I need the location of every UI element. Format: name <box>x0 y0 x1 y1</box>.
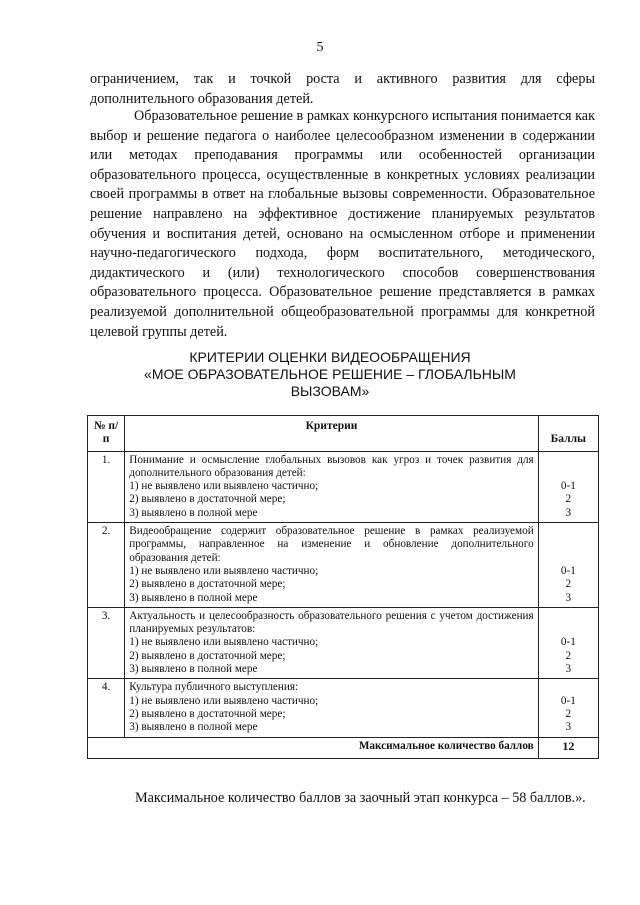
row-number: 4. <box>88 679 125 737</box>
table-header-row <box>88 416 599 452</box>
points-value: 2 <box>565 493 572 506</box>
table-row <box>88 679 599 737</box>
heading-line-3: ВЫЗОВАМ» <box>290 383 370 399</box>
criterion-cell <box>125 679 538 737</box>
paragraph-definition: Образовательное решение в рамках конкурсного испытания понимается как выбор и решение педагога о наиболее целесообразном изменении в содержании или методах преподавания программы или особенностей организации образовательного процесса, осуществленные в конкретных условиях реализации своей программы в ответ на глобальные вызовы современности. Образовательное решение направлено на эффективное достижение планируемых результатов обучения и воспитания детей, основано на осмысленном отборе и применении научно-педагогического подхода, форм воспитательного, методического, дидактического и (или) технологического способов совершенствования образовательного процесса. Образовательное решение представляется в рамках реализуемой дополнительной общеобразовательной программы для конкретной целевой группы детей. <box>90 108 595 340</box>
header-num: № п/п <box>88 416 125 452</box>
criterion-option: 3) выявлено в полной мере <box>129 721 258 734</box>
criterion-option: 1) не выявлено или выявлено частично; <box>129 636 319 649</box>
points-value: 2 <box>565 578 572 591</box>
criterion-option: 2) выявлено в достаточной мере; <box>129 493 286 506</box>
criterion-cell <box>125 607 538 678</box>
paragraph-max-score: Максимальное количество баллов за заочный этап конкурса – 58 баллов.». <box>135 790 586 806</box>
criterion-option: 3) выявлено в полной мере <box>129 663 258 676</box>
row-number: 1. <box>88 451 125 522</box>
table-total-row <box>88 737 599 758</box>
criterion-option: 1) не выявлено или выявлено частично; <box>129 480 319 493</box>
points-value: 2 <box>565 707 572 720</box>
total-value: 12 <box>538 737 598 758</box>
heading-line-2: «МОЕ ОБРАЗОВАТЕЛЬНОЕ РЕШЕНИЕ – ГЛОБАЛЬНЫМ <box>144 366 516 382</box>
page-number: 5 <box>316 40 324 55</box>
criteria-heading <box>70 349 590 400</box>
table-row <box>88 523 599 608</box>
total-label: Максимальное количество баллов <box>88 737 539 758</box>
criterion-title: Понимание и осмысление глобальных вызовов как угроз и точек развития для дополнительного образования детей: <box>129 453 534 479</box>
criterion-title: Культура публичного выступления: <box>129 681 299 694</box>
criterion-cell <box>125 451 538 522</box>
header-criteria: Критерии <box>125 416 538 452</box>
criterion-cell <box>125 523 538 608</box>
points-value: 0-1 <box>560 636 576 649</box>
row-number: 3. <box>88 607 125 678</box>
points-value: 3 <box>565 663 572 676</box>
header-points: Баллы <box>538 416 598 452</box>
points-value: 3 <box>565 721 572 734</box>
paragraph-intro: ограничением, так и точкой роста и активного развития для сферы дополнительного образования детей. <box>90 71 595 107</box>
criterion-option: 1) не выявлено или выявлено частично; <box>129 564 319 577</box>
points-value: 3 <box>565 591 572 604</box>
points-cell <box>538 451 598 522</box>
row-number: 2. <box>88 523 125 608</box>
points-value: 0-1 <box>560 564 576 577</box>
table-row <box>88 451 599 522</box>
heading-line-1: КРИТЕРИИ ОЦЕНКИ ВИДЕООБРАЩЕНИЯ <box>189 349 471 365</box>
points-value: 0-1 <box>560 694 576 707</box>
criterion-title: Актуальность и целесообразность образовательного решения с учетом достижения планируемых результатов: <box>129 609 534 636</box>
criterion-option: 2) выявлено в достаточной мере; <box>129 578 286 591</box>
points-value: 2 <box>565 649 572 662</box>
points-value: 0-1 <box>560 480 576 493</box>
criterion-option: 2) выявлено в достаточной мере; <box>129 707 286 720</box>
points-cell <box>538 523 598 608</box>
criterion-title: Видеообращение содержит образовательное решение в рамках реализуемой программы, направленное на изменение и обновление дополнительного образования детей: <box>129 525 534 564</box>
points-value: 3 <box>565 506 572 519</box>
criterion-option: 3) выявлено в полной мере <box>129 591 258 604</box>
criterion-option: 2) выявлено в достаточной мере; <box>129 649 286 662</box>
criterion-option: 3) выявлено в полной мере <box>129 506 258 519</box>
criterion-option: 1) не выявлено или выявлено частично; <box>129 694 319 707</box>
points-cell <box>538 679 598 737</box>
criteria-table <box>87 415 599 759</box>
points-cell <box>538 607 598 678</box>
table-row <box>88 607 599 678</box>
